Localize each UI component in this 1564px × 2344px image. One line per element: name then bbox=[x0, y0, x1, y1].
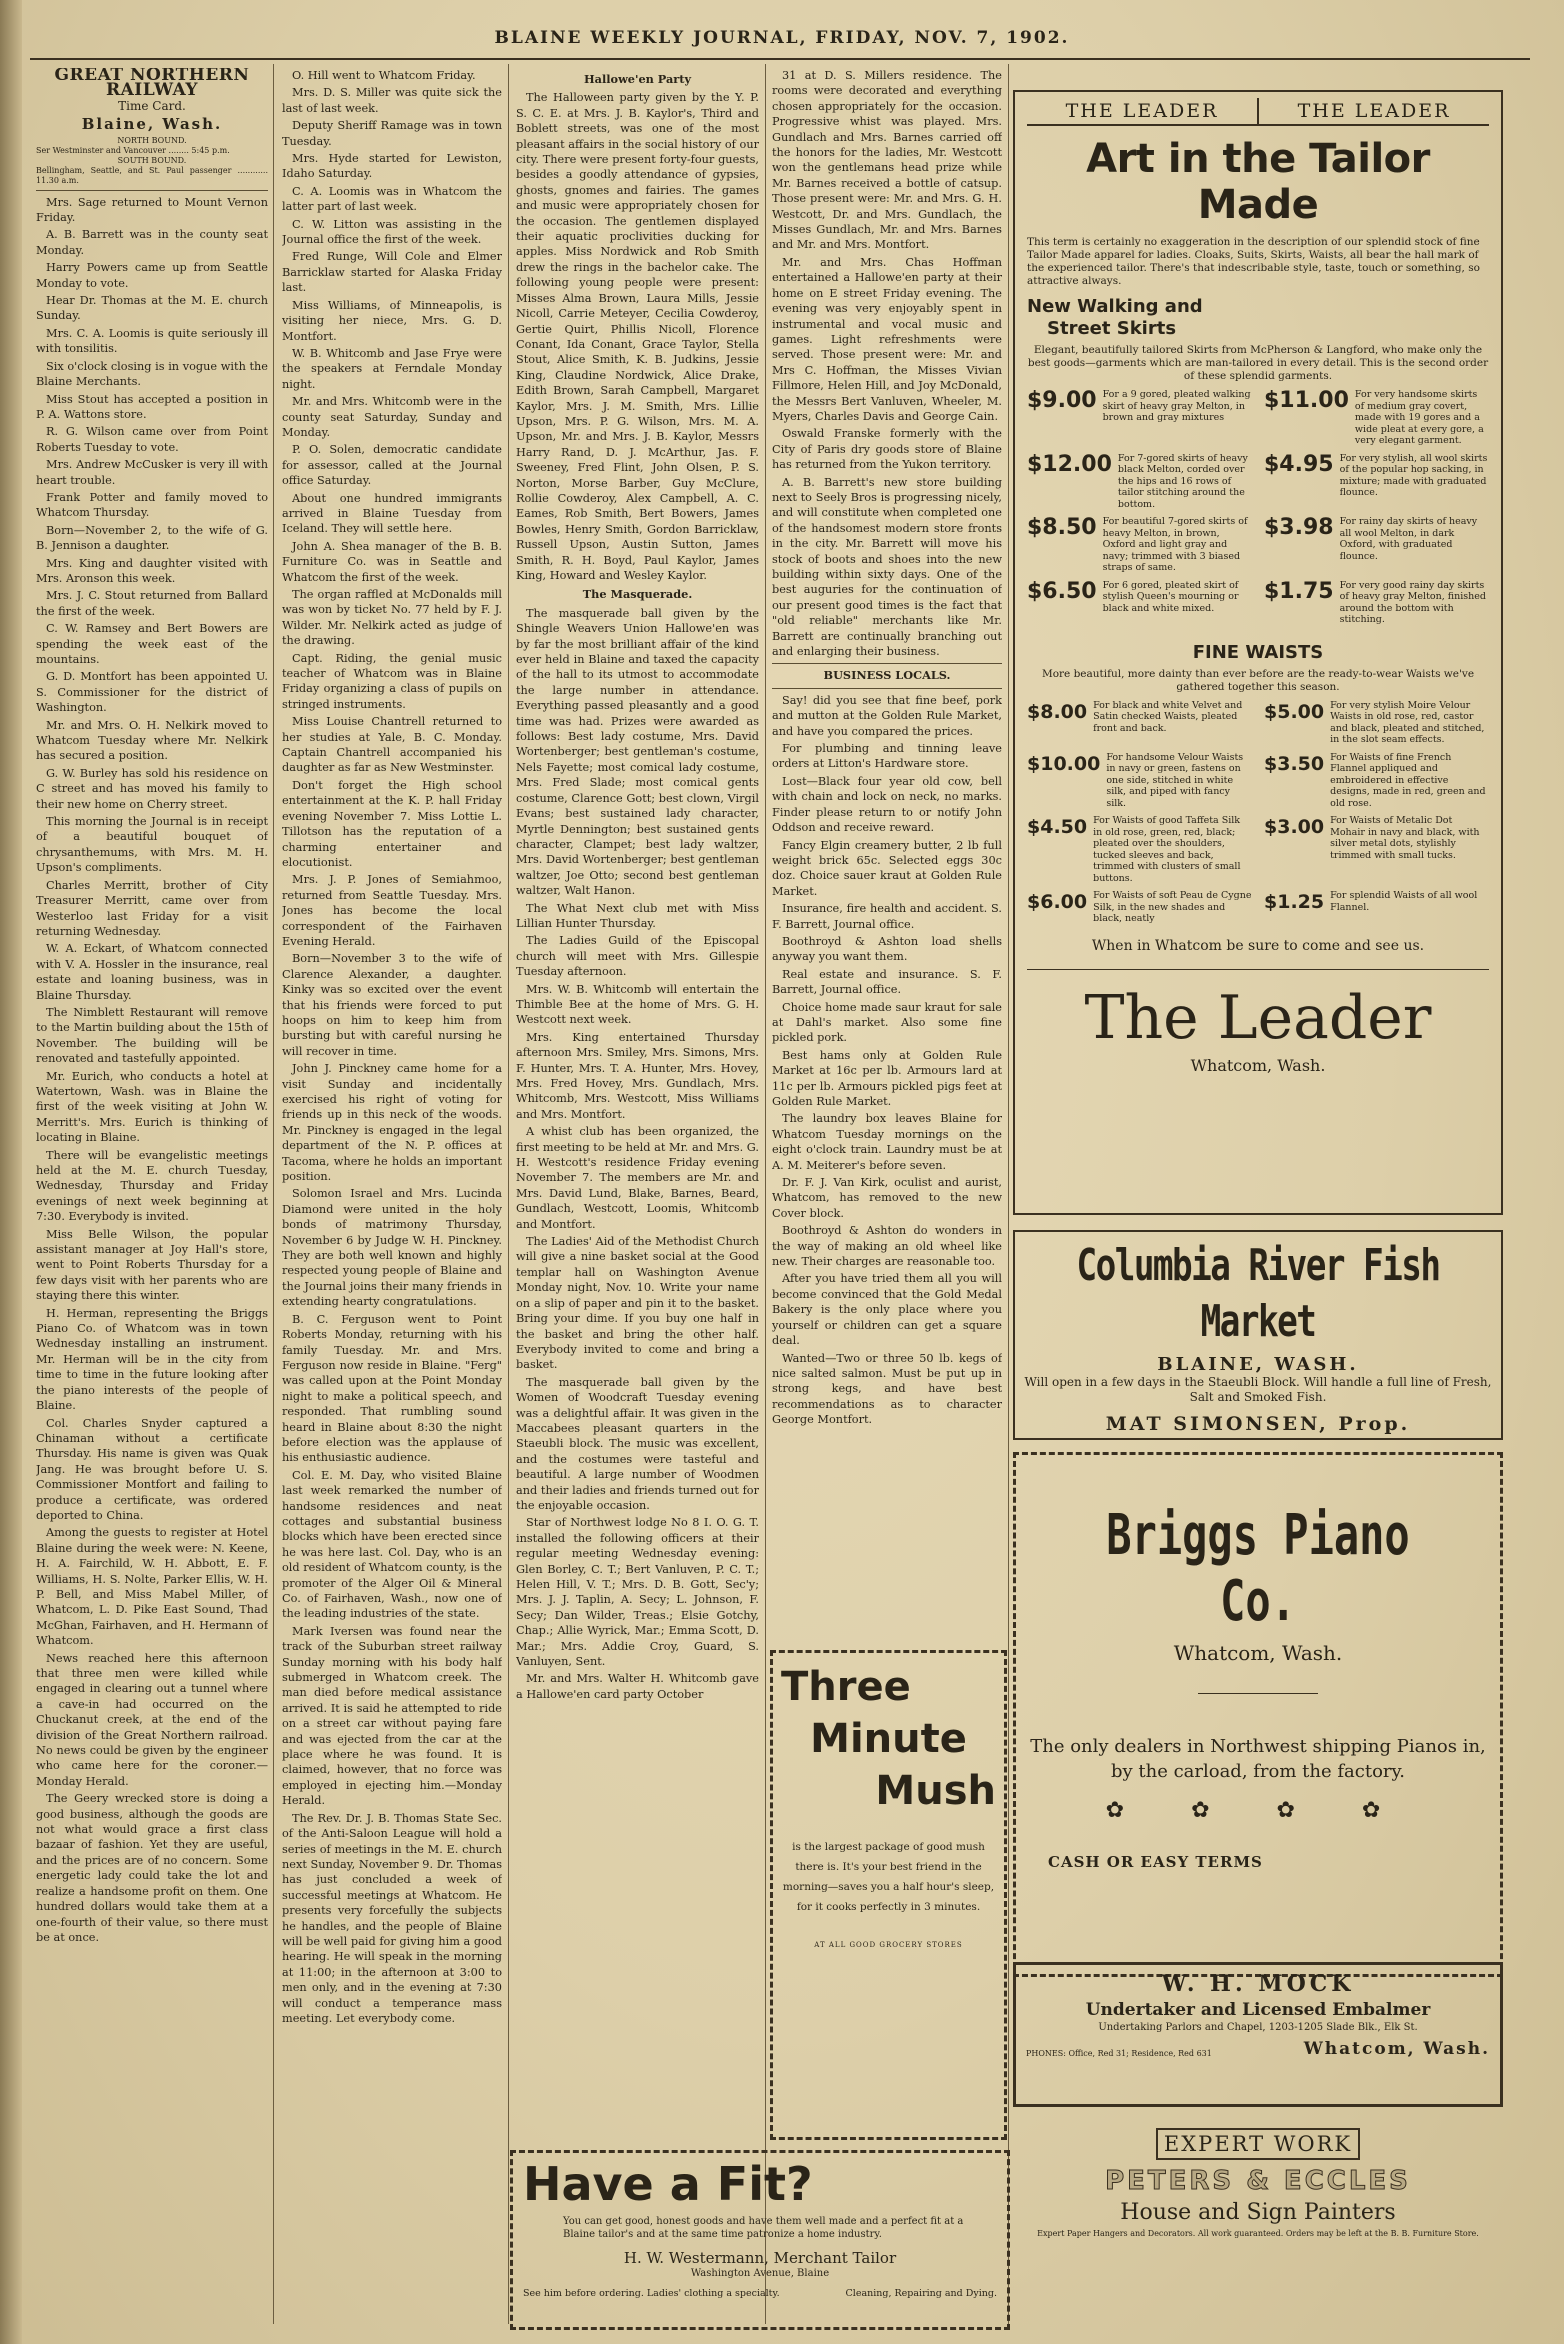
time-card-label: Time Card. bbox=[118, 98, 186, 113]
news-item: Miss Williams, of Minneapolis, is visiting her niece, Mrs. G. D. Montfort. bbox=[282, 298, 502, 343]
leader-footer: When in Whatcom be sure to come and see us. bbox=[1091, 937, 1425, 954]
price-description: For very stylish, all wool skirts of the popular hop sacking, in mixture; made with graduated flounce. bbox=[1339, 452, 1488, 498]
news-item: Mr. and Mrs. O. H. Nelkirk moved to Whatcom Tuesday where Mr. Nelkirk has secured a position. bbox=[36, 718, 268, 763]
price-item bbox=[1264, 700, 1489, 746]
three-minute-mush-ad bbox=[770, 1650, 1007, 2140]
price-value: $9.00 bbox=[1027, 388, 1097, 413]
column-rule bbox=[1008, 64, 1009, 2324]
price-item bbox=[1027, 580, 1252, 626]
price-description: For black and white Velvet and Satin checked Waists, pleated front and back. bbox=[1093, 699, 1243, 734]
column-2 bbox=[282, 68, 502, 2338]
news-item: Mr. and Mrs. Walter H. Whitcomb gave a Hallowe'en card party October bbox=[516, 1672, 759, 1701]
news-item: John J. Pinckney came home for a visit Sunday and incidentally exercised his right of voting for friends up in this neck of the woods. Mr. Pinckney is engaged in the legal department of the N. P. offices at Tacoma, where he holds an important position. bbox=[282, 1062, 502, 1184]
news-item: Among the guests to register at Hotel Blaine during the week were: N. Keene, H. A. Fairchild, W. H. Abbott, E. F. Williams, H. S. Nolte, Parker Ellis, W. H. P. Bell, and Miss Mabel Miller, of Whatcom, L. D. Pike East Sound, Thad McGhan, Fairhaven, and H. Hermann of Whatcom. bbox=[36, 1526, 268, 1648]
have-a-fit-ad bbox=[510, 2150, 1010, 2330]
railway-city: Blaine, Wash. bbox=[81, 115, 223, 134]
news-item: The Rev. Dr. J. B. Thomas State Sec. of the Anti-Saloon League will hold a series of meetings in the M. E. church next Sunday, November 9. Dr. Thomas has just concluded a week of successful meetings at Whatcom. He presents very forcefully the subjects he handles, and the people of Blaine will be well paid for giving him a good hearing. He will speak in the morning at 11:00; in the afternoon at 3:00 to men only, and in the evening at 7:30 will conduct a temperance mass meeting. Let everybody come. bbox=[282, 1811, 502, 2025]
price-description: For Waists of fine French Flannel appliqued and embroidered in effective designs, made in red, green and old rose. bbox=[1330, 751, 1486, 809]
peters-small-print: Expert Paper Hangers and Decorators. All work guaranteed. Orders may be left at the B. B. Furniture Store. bbox=[1037, 2229, 1479, 2238]
price-item bbox=[1027, 752, 1252, 810]
mock-phones: PHONES: Office, Red 31; Residence, Red 631 bbox=[1026, 2049, 1212, 2058]
price-item bbox=[1027, 453, 1252, 511]
news-item: Col. Charles Snyder captured a Chinaman without a certificate Thursday. His name is given was Quak Jang. He was brought before U. S. Commissioner Montfort and failing to produce a certificate, was ordered deported to China. bbox=[36, 1416, 268, 1522]
fit-ad-left-note: See him before ordering. Ladies' clothing a specialty. bbox=[523, 2288, 780, 2299]
price-item bbox=[1027, 700, 1252, 746]
waists-title: FINE WAISTS bbox=[1192, 641, 1324, 663]
news-item: Capt. Riding, the genial music teacher of Whatcom was in Blaine Friday organizing a class of pupils on stringed instruments. bbox=[282, 651, 502, 711]
price-description: For splendid Waists of all wool Flannel. bbox=[1330, 890, 1478, 913]
mush-title-line-1: Three bbox=[781, 1664, 911, 1710]
price-description: For very stylish Moire Velour Waists in old rose, red, castor and black, pleated and stitched, in the slot seam effects. bbox=[1330, 699, 1485, 745]
south-bound-label: SOUTH BOUND. bbox=[117, 155, 187, 165]
news-item: Say! did you see that fine beef, pork and mutton at the Golden Rule Market, and have you compared the prices. bbox=[772, 693, 1002, 738]
news-item: Star of Northwest lodge No 8 I. O. G. T. installed the following officers at their regular meeting Wednesday evening: Glen Borley, C. T.; Bert Vanluven, P. C. T.; Helen Hill, V. T.; Mrs. D. B. Gott, Sec'y; Mrs. J. J. Taplin, A. Secy; L. Johnson, F. Secy; Dan Wilder, Treas.; Elsie Gotchy, Chap.; Allie Wyrick, Mar.; Emma Scott, D. Mar.; Mrs. Addie Croy, Guard, S. Vanluyen, Sent. bbox=[516, 1516, 759, 1669]
price-value: $6.50 bbox=[1027, 578, 1097, 604]
news-item: O. Hill went to Whatcom Friday. bbox=[292, 69, 476, 82]
news-item: Mark Iversen was found near the track of the Suburban street railway Sunday morning with his body half submerged in Whatcom creek. The man died before medical assistance arrived. It is said he attempted to ride on a street car without paying fare and was ejected from the car at the place where he was found. It is claimed, however, that no force was employed in ejecting him.—Monday Herald. bbox=[282, 1624, 502, 1808]
price-value: $3.50 bbox=[1264, 752, 1325, 775]
business-locals-heading: BUSINESS LOCALS. bbox=[823, 668, 951, 683]
leader-ad-title: Art in the Tailor Made bbox=[1086, 136, 1430, 228]
fish-market-title: Columbia River Fish Market bbox=[1076, 1240, 1440, 1347]
news-item: P. O. Solen, democratic candidate for assessor, called at the Journal office Saturday. bbox=[282, 443, 502, 488]
masthead-rule bbox=[30, 58, 1530, 60]
news-item: The masquerade ball given by the Shingle Weavers Union Hallowe'en was by far the most brilliant affair of the kind ever held in Blaine and taxed the capacity of the hall to its utmost to accommodate the large number in attendance. Everything passed pleasantly and a good time was had. Prizes were awarded as follows: Best lady costume, Mrs. David Wortenberger; best gentleman's costume, Nels Fayette; most comical lady costume, Mrs. Fred Slade; most comical gents costume, Clarence Gott; best clown, Virgil Evans; best sustained lady character, Myrtle Dennington; best sustained gents character, Clampet; best lady waltzer, Mrs. David Wortenberger; best gentleman waltzer, Joe Otto; second best gentleman waltzer, Walt Hanon. bbox=[516, 606, 759, 898]
news-item: Fred Runge, Will Cole and Elmer Barricklaw started for Alaska Friday last. bbox=[282, 250, 502, 295]
price-description: For Waists of soft Peau de Cygne Silk, in the new shades and black, neatly bbox=[1093, 890, 1252, 924]
news-item: Real estate and insurance. S. F. Barrett, Journal office. bbox=[772, 967, 1002, 997]
news-item: Miss Louise Chantrell returned to her studies at Yale, B. C. Monday. Captain Chantrell accompanied his daughter as far as New Westminster. bbox=[282, 715, 502, 775]
ornament-row: ✿ ✿ ✿ ✿ bbox=[1105, 1798, 1411, 1823]
leader-intro: This term is certainly no exaggeration in the description of our splendid stock of fine Tailor Made apparel for ladies. Cloaks, Suits, Skirts, Waists, all bear the hall mark of the experienced tailor. There's that indescribable style, taste, touch or something, so attractive always. bbox=[1027, 236, 1480, 287]
news-item: Don't forget the High school entertainment at the K. P. hall Friday evening November 7. Miss Lottie L. Tillotson has the reputation of a charming entertainer and elocutionist. bbox=[282, 778, 502, 869]
price-value: $1.25 bbox=[1264, 891, 1325, 913]
price-description: For 6 gored, pleated skirt of stylish Queen's mourning or black and white mixed. bbox=[1102, 579, 1239, 614]
price-item bbox=[1264, 752, 1489, 810]
painters-trade: House and Sign Painters bbox=[1120, 2200, 1396, 2225]
column-3 bbox=[516, 68, 759, 2148]
the-leader-ad bbox=[1013, 90, 1503, 1215]
price-description: For beautiful 7-gored skirts of heavy Melton, in brown, Oxford and light gray and navy; trimmed with 3 biased straps of same. bbox=[1102, 516, 1248, 573]
news-item: C. A. Loomis was in Whatcom the latter part of last week. bbox=[282, 184, 502, 214]
news-item: Mrs. J. P. Jones of Semiahmoo, returned from Seattle Tuesday. Mrs. Jones has become the local correspondent of the Fairhaven Evening Herald. bbox=[282, 873, 502, 948]
fit-ad-title: Have a Fit? bbox=[523, 2157, 813, 2211]
news-item: R. G. Wilson came over from Point Roberts Tuesday to vote. bbox=[36, 425, 268, 454]
news-item: This morning the Journal is in receipt of a beautiful bouquet of chrysanthemums, with Mrs. M. H. Upson's compliments. bbox=[36, 815, 268, 875]
news-item: Miss Stout has accepted a position in P. A. Wattons store. bbox=[36, 392, 268, 421]
news-item: Charles Merritt, brother of City Treasurer Merritt, came over from Westerloo last Friday for a visit returning Wednesday. bbox=[36, 878, 268, 938]
price-item bbox=[1027, 389, 1252, 447]
column-1 bbox=[36, 68, 268, 2338]
price-value: $5.00 bbox=[1264, 700, 1325, 723]
news-item: Hear Dr. Thomas at the M. E. church Sunday. bbox=[36, 294, 268, 323]
news-item: Born—November 3 to the wife of Clarence Alexander, a daughter. Kinky was so excited over the event that his friends were forced to put hoops on him to keep him from bursting but with careful nursing he will recover in time. bbox=[282, 952, 502, 1058]
news-item: Wanted—Two or three 50 lb. kegs of nice salted salmon. Must be put up in strong kegs, and have best recommendations as to character George Montfort. bbox=[772, 1351, 1002, 1427]
news-item: A whist club has been organized, the first meeting to be held at Mr. and Mrs. G. H. Westcott's residence Friday evening November 7. The members are Mr. and Mrs. David Lund, Blake, Barnes, Beard, Gundlach, Westcott, Loomis, Whitcomb and Montfort. bbox=[516, 1125, 759, 1231]
price-item bbox=[1027, 815, 1252, 884]
price-value: $3.98 bbox=[1264, 515, 1334, 540]
price-value: $1.75 bbox=[1264, 578, 1334, 604]
halloween-article bbox=[516, 90, 759, 583]
leader-name: The Leader bbox=[1084, 982, 1432, 1053]
news-item: Best hams only at Golden Rule Market at 16c per lb. Armours lard at 11c per lb. Armours pickled pigs feet at Golden Rule Market. bbox=[772, 1048, 1002, 1108]
news-item: H. Herman, representing the Briggs Piano Co. of Whatcom was in town Wednesday installing an instrument. Mr. Herman will be in the city from time to time in the future looking after the piano interests of the people of Blaine. bbox=[36, 1306, 268, 1413]
north-bound-detail: Ser Westminster and Vancouver ........ 5:45 p.m. bbox=[36, 145, 230, 155]
north-bound-label: NORTH BOUND. bbox=[117, 135, 187, 145]
news-item: Boothroyd & Ashton do wonders in the way of making an old wheel like new. Their charges are reasonable too. bbox=[772, 1224, 1002, 1269]
news-item: Boothroyd & Ashton load shells anyway you want them. bbox=[772, 934, 1002, 964]
news-item: G. W. Burley has sold his residence on C street and has moved his family to their new home on Cherry street. bbox=[36, 766, 268, 811]
peters-eccles-ad bbox=[1013, 2116, 1503, 2326]
column-rule bbox=[765, 64, 766, 2324]
briggs-text: The only dealers in Northwest shipping Pianos in, by the carload, from the factory. bbox=[1030, 1736, 1486, 1782]
price-value: $4.95 bbox=[1264, 451, 1334, 477]
price-item bbox=[1264, 890, 1489, 925]
masthead: BLAINE WEEKLY JOURNAL, FRIDAY, NOV. 7, 1902. bbox=[494, 28, 1070, 48]
column-4 bbox=[772, 68, 1002, 1643]
divider bbox=[1198, 1693, 1318, 1694]
news-item: Mr. and Mrs. Chas Hoffman entertained a Hallowe'en party at their home on E street Friday evening. The evening was very enjoyably spent in instrumental and vocal music and games. Light refreshments were served. Those present were: Mr. and Mrs C. Hoffman, the Misses Vivian Fillmore, Helen Hill, and Joy McDonald, the Messrs Bert Vanluven, Wheeler, M. Myers, Charles Davis and George Cain. bbox=[772, 255, 1002, 423]
news-item: For plumbing and tinning leave orders at Litton's Hardware store. bbox=[772, 742, 1002, 771]
leader-city: Whatcom, Wash. bbox=[1190, 1055, 1326, 1075]
fish-market-city: BLAINE, WASH. bbox=[1157, 1354, 1359, 1375]
price-item bbox=[1264, 453, 1489, 511]
briggs-terms: CASH OR EASY TERMS bbox=[1048, 1853, 1263, 1871]
price-value: $8.00 bbox=[1027, 700, 1088, 723]
news-item: John A. Shea manager of the B. B. Furniture Co. was in Seattle and Whatcom the first of the week. bbox=[282, 539, 502, 584]
price-item bbox=[1264, 516, 1489, 574]
price-item bbox=[1027, 516, 1252, 574]
fish-market-text: Will open in a few days in the Staeubli Block. Will handle a full line of Fresh, Salt and Smoked Fish. bbox=[1024, 1375, 1492, 1404]
news-item: W. A. Eckart, of Whatcom connected with V. A. Hossler in the insurance, real estate and loaning business, was in Blaine Thursday. bbox=[36, 942, 268, 1002]
halloween-heading: Hallowe'en Party bbox=[583, 72, 692, 86]
news-item: Deputy Sheriff Ramage was in town Tuesday. bbox=[282, 119, 502, 148]
divider bbox=[1027, 969, 1489, 970]
news-item: Mrs. Andrew McCusker is very ill with heart trouble. bbox=[36, 458, 268, 487]
news-item: The Nimblett Restaurant will remove to the Martin building about the 15th of November. The building will be renovated and tastefully appointed. bbox=[36, 1005, 268, 1066]
skirts-title bbox=[1027, 296, 1489, 340]
news-item: About one hundred immigrants arrived in Blaine Tuesday from Iceland. They will settle here. bbox=[282, 491, 502, 536]
news-item: Born—November 2, to the wife of G. B. Jennison a daughter. bbox=[36, 523, 268, 553]
local-news-list bbox=[36, 195, 268, 1946]
news-item: Frank Potter and family moved to Whatcom Thursday. bbox=[36, 490, 268, 520]
skirts-price-list bbox=[1027, 389, 1489, 626]
news-item: Lost—Black four year old cow, bell with chain and lock on neck, no marks. Finder please return to or notify John Oddson and receive reward. bbox=[772, 774, 1002, 835]
skirts-title-line-2: Street Skirts bbox=[1047, 318, 1177, 339]
news-item: W. B. Whitcomb and Jase Frye were the speakers at Ferndale Monday night. bbox=[282, 346, 502, 391]
fish-market-ad bbox=[1013, 1230, 1503, 1440]
masquerade-heading: The Masquerade. bbox=[582, 587, 693, 602]
price-description: For Waists of Metalic Dot Mohair in navy and black, with silver metal dots, stylishly trimmed with small tucks. bbox=[1330, 815, 1480, 861]
news-item: Oswald Franske formerly with the City of Paris dry goods store of Blaine has returned from the Yukon territory. bbox=[772, 427, 1002, 472]
news-item: C. W. Ramsey and Bert Bowers are spending the week east of the mountains. bbox=[36, 622, 268, 666]
fit-ad-right-note: Cleaning, Repairing and Dying. bbox=[845, 2288, 997, 2299]
news-item: Mrs. C. A. Loomis is quite seriously ill with tonsilitis. bbox=[36, 326, 268, 356]
news-item: Dr. F. J. Van Kirk, oculist and aurist, Whatcom, has removed to the new Cover block. bbox=[772, 1176, 1002, 1220]
mock-subtitle: Undertaker and Licensed Embalmer bbox=[1085, 2000, 1431, 2020]
railway-title: GREAT NORTHERN RAILWAY bbox=[54, 68, 250, 101]
news-item: Mrs. W. B. Whitcomb will entertain the Thimble Bee at the home of Mrs. G. H. Westcott next week. bbox=[516, 982, 759, 1027]
local-news-list bbox=[282, 68, 502, 2026]
leader-header-right: THE LEADER bbox=[1257, 98, 1489, 124]
price-description: For handsome Velour Waists in navy or green, fastens on one side, stitched in white silk, and piped with fancy silk. bbox=[1106, 751, 1244, 809]
news-item: Mrs. King entertained Thursday afternoon Mrs. Smiley, Mrs. Simons, Mrs. F. Hunter, Mrs. T. A. Hunter, Mrs. Hovey, Mrs. Fred Hovey, Mrs. Gundlach, Mrs. Whitcomb, Mrs. Westcott, Miss Williams and Mrs. Montfort. bbox=[516, 1030, 759, 1121]
news-item: Miss Belle Wilson, the popular assistant manager at Joy Hall's store, went to Point Roberts Thursday for a few days visit with her parents who are staying there this winter. bbox=[36, 1227, 268, 1303]
divider bbox=[772, 663, 1002, 664]
business-locals-list bbox=[772, 693, 1002, 1428]
news-item: The laundry box leaves Blaine for Whatcom Tuesday mornings on the eight o'clock train. Laundry must be at A. M. Meiterer's before seven. bbox=[772, 1112, 1002, 1172]
skirts-title-line-1: New Walking and bbox=[1027, 296, 1203, 317]
news-item: Mr. Eurich, who conducts a hotel at Watertown, Wash. was in Blaine the first of the week visiting at John W. Merritt's. Mrs. Eurich is thinking of locating in Blaine. bbox=[36, 1069, 268, 1145]
briggs-title: Briggs Piano Co. bbox=[1106, 1503, 1410, 1634]
news-item: News reached here this afternoon that three men were killed while engaged in clearing out a tunnel where a cave-in had occurred on the Chuckanut creek, at the end of the division of the Great Northern railroad. No news could be given by the engineer who came here for the coroner.—Monday Herald. bbox=[36, 1651, 268, 1788]
price-description: For a 9 gored, pleated walking skirt of heavy gray Melton, in brown and gray mixtures bbox=[1102, 389, 1251, 423]
leader-header-left: THE LEADER bbox=[1065, 100, 1219, 122]
fit-ad-text: You can get good, honest goods and have them well made and a perfect fit at a Blaine tailor's and at the same time patronize a home industry. bbox=[563, 2216, 964, 2240]
price-value: $11.00 bbox=[1264, 388, 1349, 413]
price-description: For very handsome skirts of medium gray covert, made with 19 gores and a wide pleat at every gore, a very elegant garment. bbox=[1354, 389, 1484, 446]
news-item: Solomon Israel and Mrs. Lucinda Diamond were united in the holy bonds of matrimony Thursday, November 6 by Judge W. H. Pinckney. They are both well known and highly respected young people of Blaine and the Journal joins their many friends in extending hearty congratulations. bbox=[282, 1187, 502, 1309]
tailor-name: H. W. Westermann, Merchant Tailor bbox=[623, 2249, 897, 2267]
news-item: Mrs. Sage returned to Mount Vernon Friday. bbox=[36, 195, 268, 225]
news-item: The Geery wrecked store is doing a good business, although the goods are not what would grace a first class bazaar of fashion. Yet they are useful, and the prices are of no concern. Some energetic lady could take the lot and realize a handsome profit on them. One hundred dollars would take them at a one-fourth of their value, so there must be at once. bbox=[36, 1792, 268, 1944]
fish-market-proprietor: MAT SIMONSEN, Prop. bbox=[1105, 1413, 1411, 1435]
mock-address: Undertaking Parlors and Chapel, 1203-1205 Slade Blk., Elk St. bbox=[1098, 2022, 1418, 2033]
masquerade-article bbox=[516, 606, 759, 1702]
news-item: After you have tried them all you will become convinced that the Gold Medal Bakery is the only place where you yourself or children can get a square deal. bbox=[772, 1272, 1002, 1348]
south-bound-detail: Bellingham, Seattle, and St. Paul passenger ............ 11.30 a.m. bbox=[36, 165, 268, 185]
mock-undertaker-ad bbox=[1013, 1962, 1503, 2107]
page-binding-edge bbox=[0, 0, 22, 2344]
tailor-address: Washington Avenue, Blaine bbox=[690, 2268, 830, 2279]
news-item: Mrs. D. S. Miller was quite sick the last of last week. bbox=[282, 86, 502, 115]
mush-title-line-3: Mush bbox=[875, 1768, 996, 1814]
news-item: The Ladies Guild of the Episcopal church will meet with Mrs. Gillespie Tuesday afternoon. bbox=[516, 934, 759, 979]
price-value: $10.00 bbox=[1027, 752, 1101, 775]
news-item: The masquerade ball given by the Women of Woodcraft Tuesday evening was a delightful affair. It was given in the Maccabees pleasant quarters in the Staeubli block. The music was excellent, and the costumes were tasteful and beautiful. A large number of Woodmen and their ladies and friends turned out for the enjoyable occasion. bbox=[516, 1375, 759, 1512]
news-item: Fancy Elgin creamery butter, 2 lb full weight brick 65c. Selected eggs 30c doz. Choice sauer kraut at Golden Rule Market. bbox=[772, 838, 1002, 898]
price-value: $6.00 bbox=[1027, 891, 1088, 913]
news-item: Col. E. M. Day, who visited Blaine last week remarked the number of handsome residences and neat cottages and substantial business blocks which have been erected since he was here last. Col. Day, who is an old resident of Whatcom county, is the promoter of the Alger Oil & Mineral Co. of Fairhaven, Wash., now one of the leading industries of the state. bbox=[282, 1468, 502, 1621]
price-description: For 7-gored skirts of heavy black Melton, corded over the hips and 16 rows of tailor stitching around the bottom. bbox=[1117, 452, 1248, 510]
news-item: G. D. Montfort has been appointed U. S. Commissioner for the district of Washington. bbox=[36, 670, 268, 715]
mock-title: W. H. MOCK bbox=[1161, 1971, 1355, 1997]
news-item: Mr. and Mrs. Whitcomb were in the county seat Saturday, Sunday and Monday. bbox=[282, 395, 502, 439]
news-item: Harry Powers came up from Seattle Monday to vote. bbox=[36, 261, 268, 290]
news-item: The Halloween party given by the Y. P. S. C. E. at Mrs. J. B. Kaylor's, Third and Boblett streets, was one of the most pleasant affairs in the social history of our city. There were present forty-four guests, besides a goodly attendance of gypsies, ghosts, gnomes and fairies. The games and music were appropriately chosen for the occasion. The gentlemen displayed their aquatic proclivities ducking for apples. Miss Nordwick and Rob Smith drew the rings in the bachelor cake. The following young people were present: Misses Alma Brown, Laura Mills, Jessie Nicoll, Carrie Meteyer, Cecilia Cowderoy, Gertie Quirt, Phillis Nicoll, Florence Conant, Ida Conant, Grace Taylor, Stella Stout, Alice Smith, K. B. Judkins, Jessie King, Claudine Nordwick, Alice Drake, Edith Brown, Sarah Campbell, Margaret Kaylor, Mrs. J. M. Smith, Mrs. Lillie Upson, Mrs. P. G. Wilson, Mrs. M. A. Upson, Mr. and Mrs. J. B. Kaylor, Messrs Harry Rand, D. J. McArthur, Jas. F. Sweeney, Fred Flint, John Olsen, P. S. Norton, Morse Barber, Guy McClure, Rollie Cowderoy, Alex Campbell, A. C. Eames, Rob Smith, Bert Bowers, James Bowles, Henry Smith, Gordon Barricklaw, Russell Upson, Austin Sutton, James Smith, R. H. Boyd, Paul Kaylor, James King, Howard and Wesley Kaylor. bbox=[516, 91, 759, 582]
social-news-list bbox=[772, 68, 1002, 659]
skirts-intro: Elegant, beautifully tailored Skirts from McPherson & Langford, who make only the best goods—garments which are man-tailored in every detail. This is the second order of these splendid garments. bbox=[1027, 344, 1489, 382]
price-description: For very good rainy day skirts of heavy gray Melton, finished around the bottom with stitching. bbox=[1339, 579, 1486, 625]
divider bbox=[36, 190, 268, 191]
price-value: $4.50 bbox=[1027, 816, 1088, 838]
expert-work-label: EXPERT WORK bbox=[1156, 2128, 1360, 2160]
news-item: Six o'clock closing is in vogue with the Blaine Merchants. bbox=[36, 359, 268, 389]
leader-header bbox=[1027, 98, 1489, 126]
news-item: Mrs. King and daughter visited with Mrs. Aronson this week. bbox=[36, 556, 268, 585]
mush-ad-text: is the largest package of good mush there is. It's your best friend in the morning—saves you a half hour's sleep, for it cooks perfectly in 3 minutes. bbox=[782, 1841, 995, 1913]
price-item bbox=[1264, 389, 1489, 447]
news-item: There will be evangelistic meetings held at the M. E. church Tuesday, Wednesday, Thursday and Friday evenings of next week beginning at 7:30. Everybody is invited. bbox=[36, 1148, 268, 1224]
price-item bbox=[1264, 815, 1489, 884]
mock-city: Whatcom, Wash. bbox=[1303, 2039, 1490, 2059]
news-item: The organ raffled at McDonalds mill was won by ticket No. 77 held by F. J. Wilder. Mr. Nelkirk acted as judge of the drawing. bbox=[282, 588, 502, 648]
mush-ad-footer: AT ALL GOOD GROCERY STORES bbox=[814, 1941, 963, 1949]
news-item: The Ladies' Aid of the Methodist Church will give a nine basket social at the Good templar hall on Washington Avenue Monday night, Nov. 10. Write your name on a slip of paper and pin it to the basket. Bring your dime. If you buy one half in the basket and bring the other half. Everybody invited to come and bring a basket. bbox=[516, 1235, 759, 1372]
waists-intro: More beautiful, more dainty than ever before are the ready-to-wear Waists we've gathered together this season. bbox=[1041, 667, 1475, 693]
news-item: A. B. Barrett's new store building next to Seely Bros is progressing nicely, and will constitute when completed one of the handsomest modern store fronts in the city. Mr. Barrett will move his stock of boots and shoes into the new building within sixty days. One of the best auguries for the continuation of our present good times is the fact that "old reliable" merchants like Mr. Barrett are continually branching out and enlarging their business. bbox=[772, 475, 1002, 659]
price-description: For rainy day skirts of heavy all wool Melton, in dark Oxford, with graduated flounce. bbox=[1339, 516, 1478, 562]
briggs-city: Whatcom, Wash. bbox=[1173, 1641, 1343, 1665]
briggs-piano-ad bbox=[1013, 1452, 1503, 1977]
news-item: Choice home made saur kraut for sale at Dahl's market. Also some fine pickled pork. bbox=[772, 1000, 1002, 1045]
news-item: A. B. Barrett was in the county seat Monday. bbox=[36, 228, 268, 257]
news-item: The What Next club met with Miss Lillian Hunter Thursday. bbox=[516, 901, 759, 930]
price-description: For Waists of good Taffeta Silk in old rose, green, red, black; pleated over the shoulders, tucked sleeves and back, trimmed with clusters of small buttons. bbox=[1093, 815, 1241, 884]
peters-eccles-name: PETERS & ECCLES bbox=[1105, 2166, 1411, 2196]
news-item: Insurance, fire health and accident. S. F. Barrett, Journal office. bbox=[772, 902, 1002, 931]
divider bbox=[772, 688, 1002, 689]
news-item: Mrs. J. C. Stout returned from Ballard the first of the week. bbox=[36, 589, 268, 618]
mush-title-line-2: Minute bbox=[810, 1716, 967, 1762]
column-rule bbox=[273, 64, 274, 2324]
price-value: $12.00 bbox=[1027, 451, 1112, 477]
column-rule bbox=[508, 64, 509, 2324]
price-value: $8.50 bbox=[1027, 515, 1097, 540]
price-item bbox=[1264, 580, 1489, 626]
news-item: C. W. Litton was assisting in the Journal office the first of the week. bbox=[282, 217, 502, 247]
price-item bbox=[1027, 890, 1252, 925]
news-item: B. C. Ferguson went to Point Roberts Monday, returning with his family Tuesday. Mr. and Mrs. Ferguson now reside in Blaine. "Ferg" was called upon at the Point Monday night to make a political speech, and responded. That rumbling sound heard in Blaine about 8:30 the night before election was the applause of his enthusiastic audience. bbox=[282, 1312, 502, 1465]
price-value: $3.00 bbox=[1264, 816, 1325, 838]
news-item: 31 at D. S. Millers residence. The rooms were decorated and everything chosen appropriately for the occasion. Progressive whist was played. Mrs. Gundlach and Mrs. Barnes carried off the honors for the ladies, Mr. Westcott won the gentlemans head prize while Mr. Barnes received a bottle of catsup. Those present were: Mr. and Mrs. G. H. Westcott, Dr. and Mrs. Gundlach, the Misses Gundlach, Mr. and Mrs. Barnes and Mr. and Mrs. Montfort. bbox=[772, 69, 1002, 252]
waists-price-list bbox=[1027, 700, 1489, 925]
news-item: Mrs. Hyde started for Lewiston, Idaho Saturday. bbox=[282, 152, 502, 181]
